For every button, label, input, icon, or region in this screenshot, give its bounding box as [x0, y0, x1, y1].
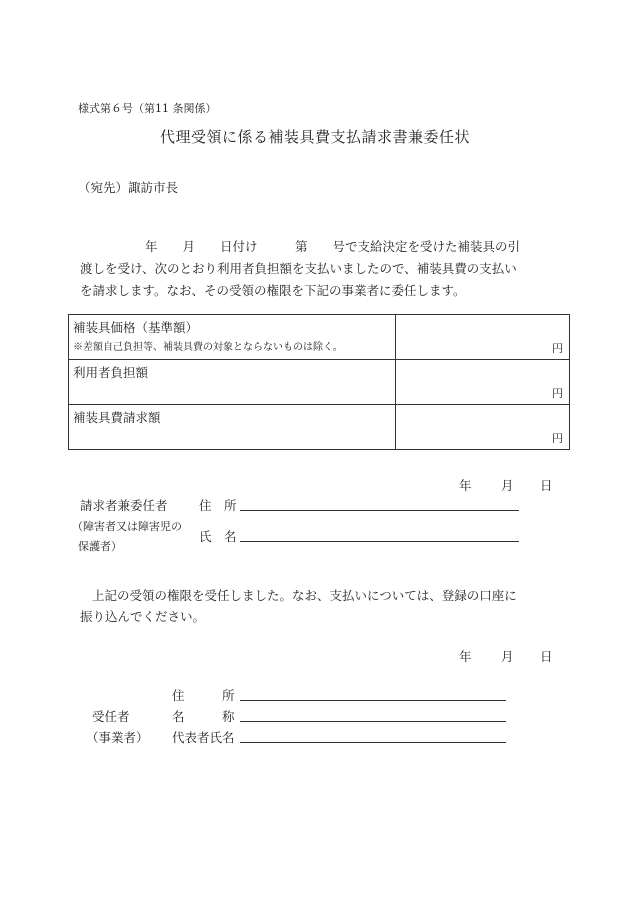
form-number: 様式第６号（第11 条関係） [78, 102, 217, 115]
price-label-cell [69, 315, 396, 360]
date1-month: 月 [501, 478, 514, 493]
agent-representative-field[interactable] [240, 742, 506, 743]
claim-label-cell [69, 405, 396, 450]
yen-unit: 円 [552, 342, 563, 355]
page-title: 代理受領に係る補装具費支払請求書兼委任状 [160, 128, 471, 146]
agent-name-field[interactable] [240, 721, 506, 722]
copay-label: 利用者負担額 [73, 365, 149, 380]
amount-table [68, 314, 570, 450]
copay-value-cell[interactable] [396, 360, 570, 405]
table-row [69, 360, 570, 405]
acceptance-text-line1: 上記の受領の権限を受任しました。なお、支払いについては、登録の口座に [92, 588, 517, 603]
date1-year: 年 [459, 478, 472, 493]
claim-label: 補装具費請求額 [73, 410, 161, 425]
agent-label-note: （事業者） [86, 730, 149, 745]
agent-label: 受任者 [92, 709, 130, 724]
yen-unit: 円 [552, 432, 563, 445]
claimant-address-field[interactable] [240, 510, 519, 511]
date2-month: 月 [501, 649, 514, 664]
price-note: ※差額自己負担等、補装具費の対象とならないものは除く。 [73, 342, 343, 353]
date1-day: 日 [540, 478, 553, 493]
claimant-label: 請求者兼委任者 [80, 498, 168, 513]
date2-year: 年 [459, 649, 472, 664]
agent-name-label: 名 称 [172, 709, 235, 724]
claimant-note-line1: （障害者又は障害児の [72, 520, 182, 533]
price-label: 補装具価格（基準額） [73, 320, 199, 335]
claimant-name-field[interactable] [240, 541, 519, 542]
price-value-cell[interactable] [396, 315, 570, 360]
body-text-line2: 渡しを受け、次のとおり利用者負担額を支払いましたので、補装具費の支払い [80, 261, 517, 276]
yen-unit: 円 [552, 387, 563, 400]
agent-address-field[interactable] [240, 700, 506, 701]
claimant-address-label: 住 所 [199, 498, 237, 513]
claim-value-cell[interactable] [396, 405, 570, 450]
copay-label-cell [69, 360, 396, 405]
body-text-line1: 年 月 日付け 第 号で支給決定を受けた補装具の引 [145, 239, 521, 254]
agent-address-label: 住 所 [172, 688, 235, 703]
body-text-line3: を請求します。なお、その受領の権限を下記の事業者に委任します。 [80, 283, 466, 298]
table-row [69, 405, 570, 450]
claimant-note-line2: 保護者） [78, 540, 122, 553]
agent-representative-label: 代表者氏名 [172, 730, 235, 745]
acceptance-text-line2: 振り込んでください。 [80, 609, 206, 624]
date2-day: 日 [540, 649, 553, 664]
table-row [69, 315, 570, 360]
addressee: （宛先）諏訪市長 [78, 180, 179, 195]
claimant-name-label: 氏 名 [199, 529, 237, 544]
